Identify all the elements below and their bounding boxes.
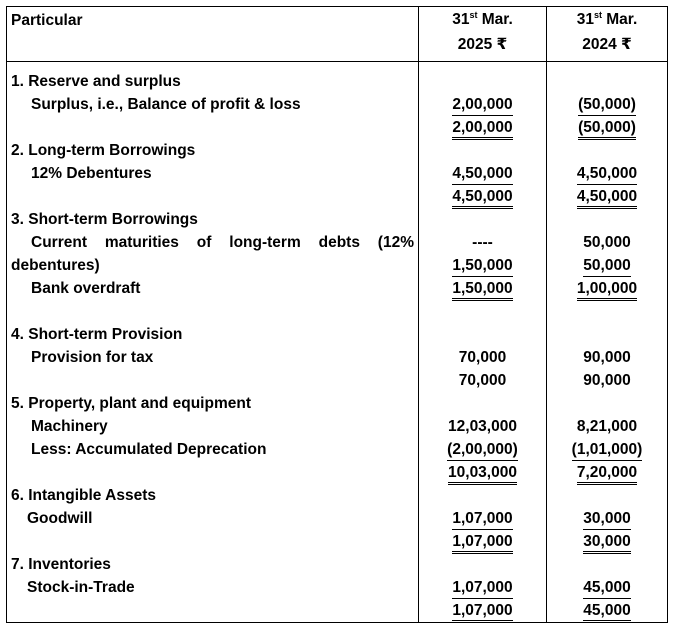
amount-value: 12,03,000 <box>448 418 517 435</box>
section-title: 1. Reserve and surplus <box>11 73 181 90</box>
line-item-label: Bank overdraft <box>31 280 141 297</box>
particulars-column <box>7 62 419 623</box>
section-title: 2. Long-term Borrowings <box>11 142 196 159</box>
amount-total: 1,00,000 <box>547 277 667 300</box>
line-item-label: Surplus, i.e., Balance of profit & loss <box>31 96 301 113</box>
table-header-row <box>7 7 668 62</box>
year-2024-date: 31st Mar. <box>576 9 638 28</box>
amount-value: 50,000 <box>583 234 631 251</box>
year-2025-date: 31st Mar. <box>452 9 513 28</box>
line-item-label: Machinery <box>31 418 108 435</box>
section-title: 6. Intangible Assets <box>11 487 156 504</box>
year-2025-label: 2025 ₹ <box>457 36 508 53</box>
amount-value: 70,000 <box>458 349 507 366</box>
amount-total: 2,00,000 <box>419 116 546 139</box>
line-item-label: Stock-in-Trade <box>27 579 135 596</box>
amount-total: 4,50,000 <box>419 185 546 208</box>
amount-value: 8,21,000 <box>576 418 638 435</box>
year-2025-header-cell <box>419 7 547 62</box>
amount-value: ---- <box>472 234 493 251</box>
amount-value: 1,50,000 <box>419 254 546 277</box>
section-title: 4. Short-term Provision <box>11 326 183 343</box>
line-item-label: Goodwill <box>27 510 93 527</box>
line-item-label-continued: debentures) <box>11 257 100 274</box>
section-title: 7. Inventories <box>11 556 111 573</box>
section-title: 3. Short-term Borrowings <box>11 211 198 228</box>
table-body-row <box>7 62 668 623</box>
financial-notes-table <box>6 6 668 623</box>
year-2025-column <box>419 62 547 623</box>
amount-value: (2,00,000) <box>419 438 546 461</box>
amount-total: 90,000 <box>583 372 631 389</box>
amount-total: 45,000 <box>547 599 667 622</box>
amount-value: 50,000 <box>547 254 667 277</box>
amount-value: 4,50,000 <box>547 162 667 185</box>
amount-total: 1,07,000 <box>419 530 546 553</box>
amount-value: 30,000 <box>547 507 667 530</box>
year-2024-column <box>547 62 668 623</box>
amount-total: (50,000) <box>547 116 667 139</box>
amount-total: 7,20,000 <box>547 461 667 484</box>
year-2024-label: 2024 ₹ <box>582 36 632 53</box>
year-2024-header-cell <box>547 7 668 62</box>
amount-value: 45,000 <box>547 576 667 599</box>
amount-value: 4,50,000 <box>419 162 546 185</box>
amount-total: 30,000 <box>547 530 667 553</box>
particular-header-cell <box>7 7 419 62</box>
amount-value: 1,07,000 <box>419 507 546 530</box>
line-item-label: Current maturities of long-term debts (12% <box>31 234 414 251</box>
amount-total: 70,000 <box>458 372 507 389</box>
particular-header: Particular <box>11 12 83 29</box>
amount-value: 90,000 <box>583 349 631 366</box>
amount-value: (1,01,000) <box>547 438 667 461</box>
amount-total: 4,50,000 <box>547 185 667 208</box>
line-item-label: Less: Accumulated Deprecation <box>31 441 267 458</box>
amount-value: 2,00,000 <box>419 93 546 116</box>
section-title: 5. Property, plant and equipment <box>11 395 251 412</box>
amount-value: 1,07,000 <box>419 576 546 599</box>
amount-total: 1,50,000 <box>419 277 546 300</box>
amount-value: (50,000) <box>547 93 667 116</box>
line-item-label: 12% Debentures <box>31 165 152 182</box>
amount-total: 1,07,000 <box>419 599 546 622</box>
amount-total: 10,03,000 <box>419 461 546 484</box>
line-item-label: Provision for tax <box>31 349 154 366</box>
